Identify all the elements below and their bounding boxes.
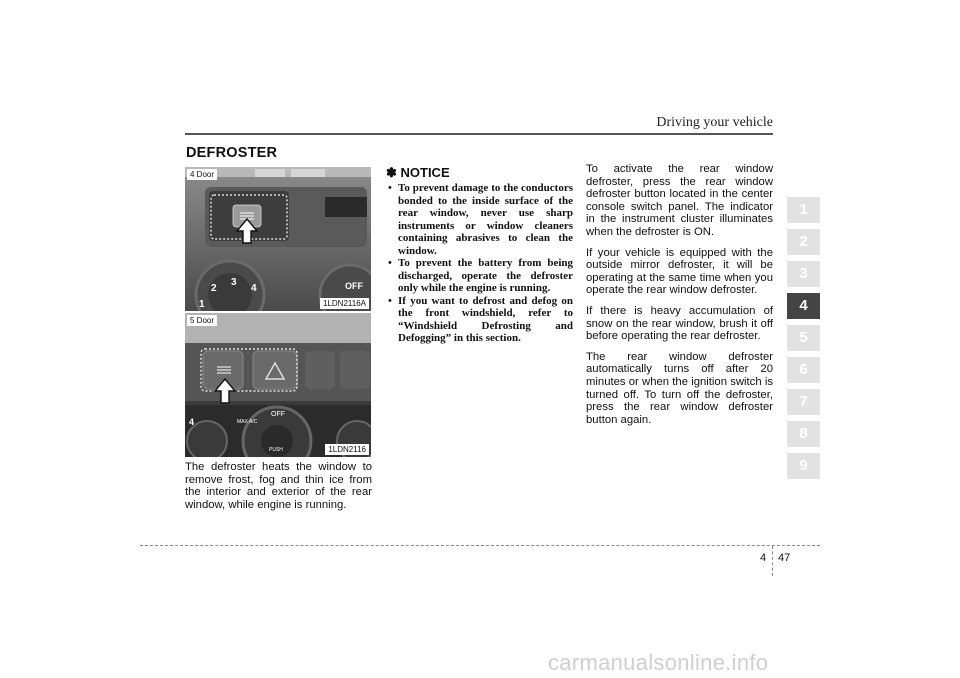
figure-5-door [185, 313, 371, 457]
figure-code: 1LDN2116A [320, 298, 369, 309]
page-chapter-number: 4 [760, 552, 767, 564]
off-label: OFF [345, 281, 363, 291]
figure-tag: 5 Door [187, 315, 217, 326]
knob-number-1: 1 [199, 299, 205, 310]
notice-list [386, 182, 573, 345]
notice-item: • If you want to defrost and defog on the front windshield, refer to “Windshield Defrosting and Defogging” in this section. [386, 295, 573, 345]
push-label: PUSH [269, 447, 283, 453]
page-header-title: Driving your vehicle [656, 115, 773, 130]
figure-caption: The defroster heats the window to remove frost, fog and thin ice from the interior and exterior of the rear window, while engine is running. [185, 461, 372, 511]
paragraph: If your vehicle is equipped with the outside mirror defroster, it will be operating at the same time when you operate the rear window defroster. [586, 246, 773, 297]
footer-rule [140, 545, 820, 546]
chapter-tab-9[interactable]: 9 [787, 453, 820, 479]
console-photo-4-door [185, 167, 371, 311]
bottom-knob-4: 4 [189, 417, 195, 427]
chapter-tab-7[interactable]: 7 [787, 389, 820, 415]
console-photo-5-door [185, 313, 371, 457]
figure-4-door [185, 167, 371, 311]
figure-tag: 4 Door [187, 169, 217, 180]
section-title: DEFROSTER [186, 145, 278, 161]
paragraph: To activate the rear window defroster, press the rear window defroster button located in the center console switch panel. The indicator in the instrument cluster illuminates when the defroster is ON. [586, 163, 773, 238]
notice-item: • To prevent the battery from being discharged, operate the defroster only while the engine is running. [386, 257, 573, 295]
chapter-tab-6[interactable]: 6 [787, 357, 820, 383]
chapter-tab-4[interactable]: 4 [787, 293, 820, 319]
chapter-tab-8[interactable]: 8 [787, 421, 820, 447]
bottom-off-label: OFF [271, 411, 285, 418]
header-rule [185, 133, 773, 135]
knob-number-3: 3 [231, 277, 237, 288]
max-ac-label: MAX A/C [237, 419, 258, 425]
footer-divider [772, 546, 773, 576]
chapter-tab-5[interactable]: 5 [787, 325, 820, 351]
figure-code: 1LDN2116 [325, 444, 369, 455]
chapter-tab-1[interactable]: 1 [787, 197, 820, 223]
watermark: carmanualsonline.info [548, 650, 769, 675]
instructions-column [586, 163, 773, 434]
knob-number-4: 4 [251, 283, 257, 294]
chapter-tab-3[interactable]: 3 [787, 261, 820, 287]
chapter-tab-2[interactable]: 2 [787, 229, 820, 255]
notice-item: • To prevent damage to the conductors bonded to the inside surface of the rear window, never use sharp instruments or window cleaners containing abrasives to clean the window. [386, 182, 573, 257]
knob-number-2: 2 [211, 283, 217, 294]
paragraph: The rear window defroster automatically turns off after 20 minutes or when the ignition switch is turned off. To turn off the defroster, press the rear window defroster button again. [586, 350, 773, 426]
paragraph: If there is heavy accumulation of snow on the rear window, brush it off before operating the rear defroster. [586, 304, 773, 343]
page-number: 47 [778, 552, 791, 564]
notice-title: ✽ NOTICE [386, 165, 450, 180]
